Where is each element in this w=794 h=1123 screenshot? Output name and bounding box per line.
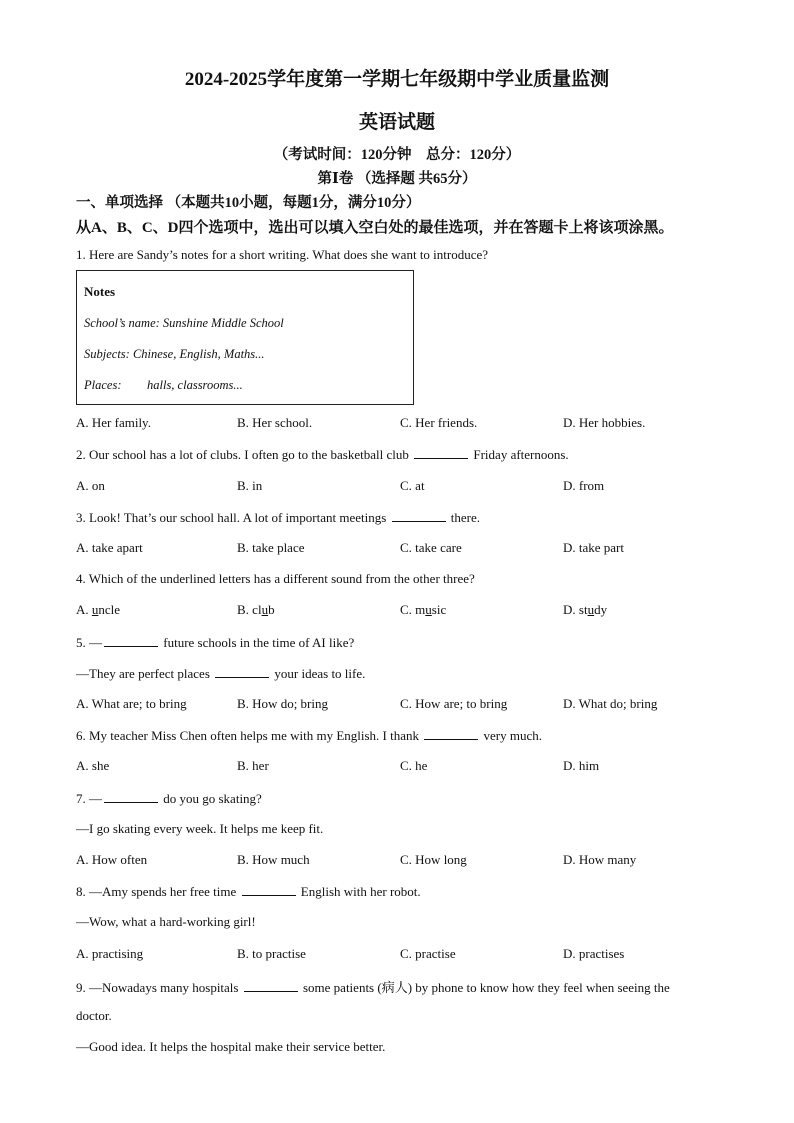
q9-stem-part-b: some patients (病人) by phone to know how they feel when seeing the (302, 980, 670, 995)
subject-title: 英语试题 (358, 112, 435, 133)
notes-places-label: Places: (84, 378, 122, 392)
q3-options (76, 540, 716, 558)
q9-blank (244, 979, 298, 992)
q2-option-d[interactable]: D. from (563, 478, 605, 493)
time-info: （考试时间：120分钟 总分：120分） (273, 147, 521, 163)
q2-stem (76, 446, 569, 463)
q4-option-d[interactable]: D. study (563, 602, 608, 617)
q5-reply (76, 665, 365, 682)
q4-options (76, 602, 716, 620)
q6-option-a[interactable]: A. she (76, 758, 110, 773)
q4-option-c[interactable]: C. music (400, 602, 447, 617)
notes-places (84, 378, 243, 393)
q6-options (76, 758, 716, 776)
q3-stem (76, 509, 480, 526)
q7-stem-text: do you go skating? (163, 791, 262, 806)
q6-option-b[interactable]: B. her (237, 758, 269, 773)
q3-option-b[interactable]: B. take place (237, 540, 305, 555)
q2-stem-part-b: Friday afternoons. (473, 447, 569, 462)
q7-option-b[interactable]: B. How much (237, 852, 310, 867)
q8-reply: —Wow, what a hard-working girl! (76, 914, 256, 929)
notes-subjects: Subjects: Chinese, English, Maths... (84, 347, 265, 361)
q6-blank (424, 727, 478, 740)
q8-option-c[interactable]: C. practise (400, 946, 456, 961)
q2-stem-part-a: 2. Our school has a lot of clubs. I often go to the basketball club (76, 447, 409, 462)
notes-places-value: halls, classrooms... (147, 378, 243, 392)
q8-option-a[interactable]: A. practising (76, 946, 144, 961)
q6-option-d[interactable]: D. him (563, 758, 600, 773)
q7-blank (104, 790, 158, 803)
q3-blank (392, 509, 446, 522)
q5-stem-text: future schools in the time of AI like? (163, 635, 355, 650)
q3-option-a[interactable]: A. take apart (76, 540, 143, 555)
q3-option-c[interactable]: C. take care (400, 540, 462, 555)
q2-option-b[interactable]: B. in (237, 478, 263, 493)
notes-box (76, 270, 414, 405)
part-info: 第Ⅰ卷 （选择题 共65分） (317, 171, 477, 187)
q9-stem (76, 977, 670, 996)
q5-stem (76, 634, 354, 651)
q3-stem-part-a: 3. Look! That’s our school hall. A lot of important meetings (76, 510, 387, 525)
q8-stem (76, 883, 421, 900)
q6-stem-part-b: very much. (483, 728, 542, 743)
q7-stem-prefix: 7. — (76, 791, 102, 806)
q8-option-b[interactable]: B. to practise (237, 946, 306, 961)
q6-stem-part-a: 6. My teacher Miss Chen often helps me with my English. I thank (76, 728, 420, 743)
q1-option-b[interactable]: B. Her school. (237, 415, 313, 430)
q1-options (76, 415, 716, 433)
notes-school-name: School’s name: Sunshine Middle School (84, 316, 284, 330)
q5-option-d[interactable]: D. What do; bring (563, 696, 658, 711)
q9-stem-part-a: 9. —Nowadays many hospitals (76, 980, 239, 995)
q2-option-c[interactable]: C. at (400, 478, 425, 493)
q1-stem: 1. Here are Sandy’s notes for a short writing. What does she want to introduce? (76, 247, 489, 262)
q9-reply: —Good idea. It helps the hospital make their service better. (76, 1039, 386, 1054)
q4-option-b[interactable]: B. club (237, 602, 275, 617)
q7-option-d[interactable]: D. How many (563, 852, 637, 867)
q8-option-d[interactable]: D. practises (563, 946, 625, 961)
q6-option-c[interactable]: C. he (400, 758, 428, 773)
q8-stem-part-a: 8. —Amy spends her free time (76, 884, 237, 899)
q7-options (76, 852, 716, 870)
q5-option-c[interactable]: C. How are; to bring (400, 696, 508, 711)
q2-options (76, 478, 716, 496)
q8-options (76, 946, 716, 964)
exam-title: 2024-2025学年度第一学期七年级期中学业质量监测 (184, 69, 610, 90)
q5-option-b[interactable]: B. How do; bring (237, 696, 328, 711)
q2-option-a[interactable]: A. on (76, 478, 105, 493)
q5-blank-1 (104, 634, 158, 647)
q5-reply-part-a: —They are perfect places (76, 666, 210, 681)
section-instruction: 从A、B、C、D四个选项中，选出可以填入空白处的最佳选项，并在答题卡上将该项涂黑。 (76, 220, 674, 236)
q5-stem-prefix: 5. — (76, 635, 102, 650)
q5-reply-part-b: your ideas to life. (274, 666, 366, 681)
q5-option-a[interactable]: A. What are; to bring (76, 696, 187, 711)
q7-option-c[interactable]: C. How long (400, 852, 467, 867)
q3-option-d[interactable]: D. take part (563, 540, 625, 555)
q7-stem (76, 790, 262, 807)
q5-blank-2 (215, 665, 269, 678)
q3-stem-part-b: there. (450, 510, 481, 525)
section-heading: 一、单项选择 （本题共10小题，每题1分，满分10分） (76, 195, 421, 211)
q8-blank (242, 883, 296, 896)
q4-option-a[interactable]: A. uncle (76, 602, 121, 617)
q8-stem-part-b: English with her robot. (300, 884, 421, 899)
notes-title: Notes (84, 284, 116, 299)
q9-stem-continued: doctor. (76, 1008, 112, 1023)
q1-option-d[interactable]: D. Her hobbies. (563, 415, 646, 430)
q1-option-c[interactable]: C. Her friends. (400, 415, 478, 430)
q7-option-a[interactable]: A. How often (76, 852, 148, 867)
q1-option-a[interactable]: A. Her family. (76, 415, 151, 430)
q7-reply: —I go skating every week. It helps me keep fit. (76, 821, 324, 836)
q2-blank (414, 446, 468, 459)
q6-stem (76, 727, 542, 744)
q4-stem: 4. Which of the underlined letters has a different sound from the other three? (76, 571, 475, 586)
q5-options (76, 696, 716, 714)
